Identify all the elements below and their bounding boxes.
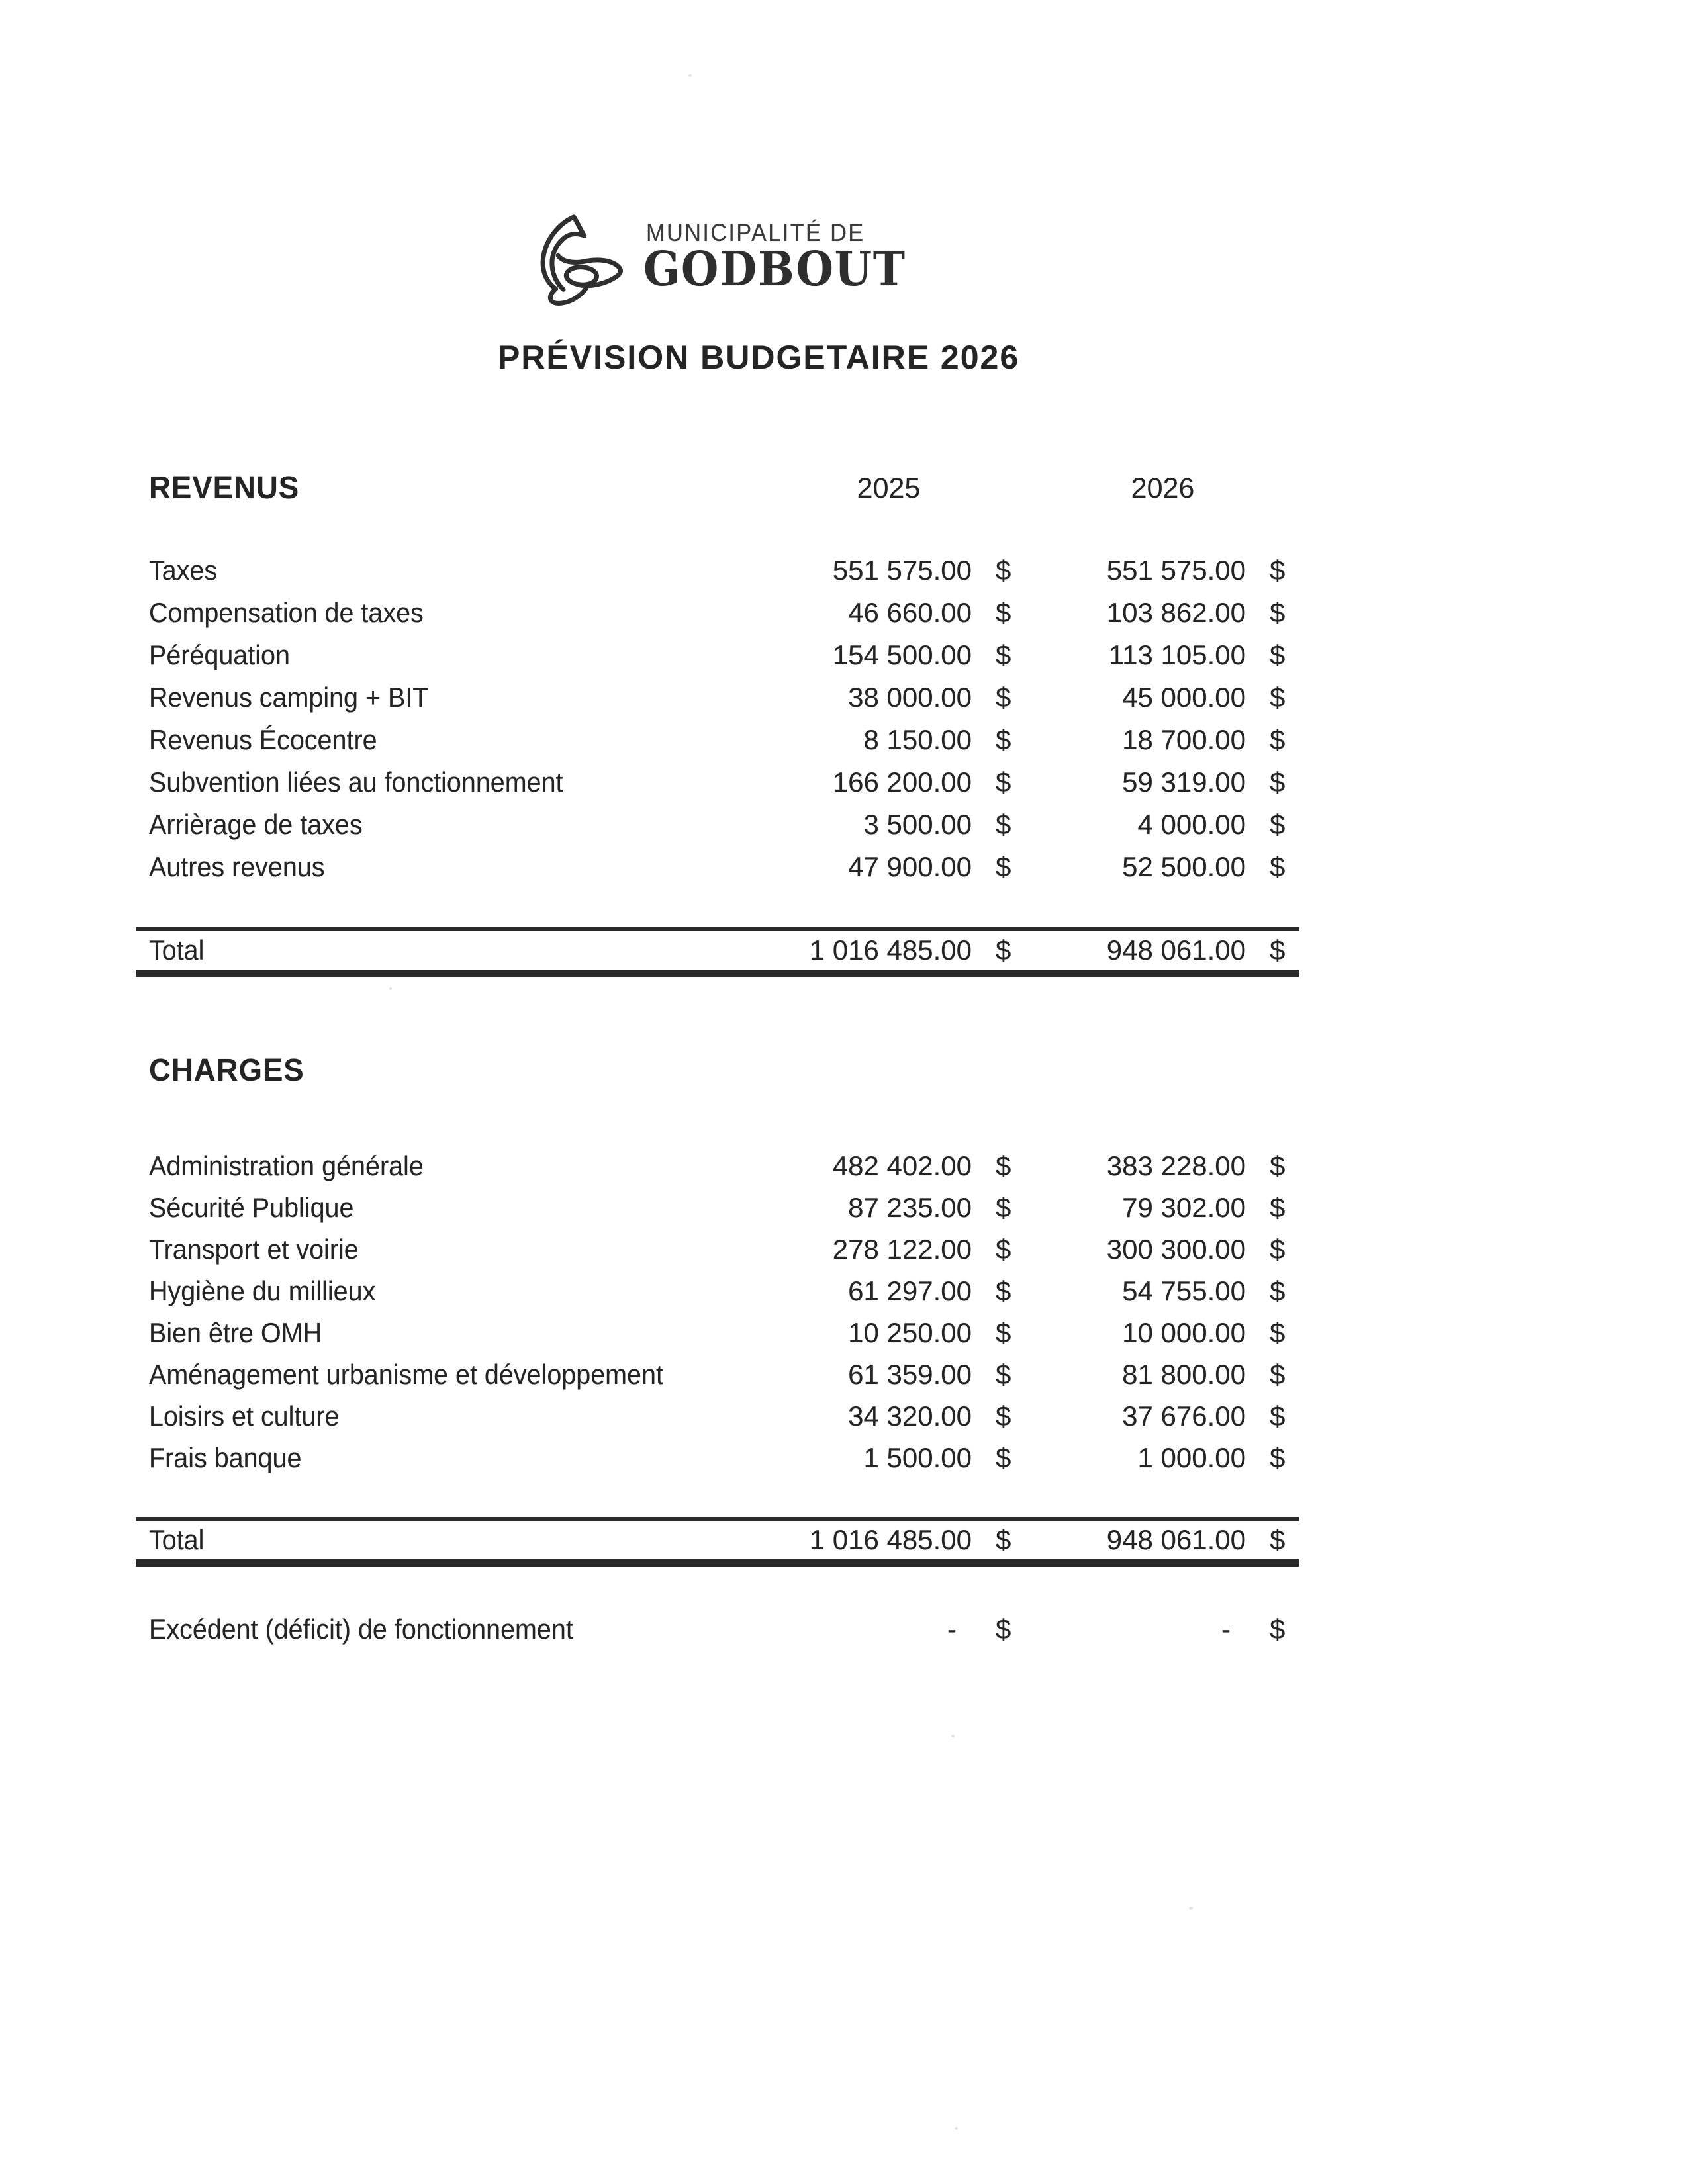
currency-symbol: $ [996, 1192, 1011, 1223]
value-2025: 278 122.00 [832, 1234, 972, 1265]
currency-symbol: $ [1270, 809, 1286, 840]
value-2026: 37 676.00 [1122, 1400, 1246, 1432]
currency-symbol: $ [996, 1614, 1011, 1645]
value-2026: 103 862.00 [1106, 597, 1246, 628]
row-label: Compensation de taxes [149, 597, 424, 628]
currency-symbol: $ [996, 682, 1011, 713]
currency-symbol: $ [1270, 639, 1286, 670]
row-label: Sécurité Publique [149, 1192, 354, 1223]
value-2025: 482 402.00 [832, 1150, 972, 1181]
value-2025: 551 575.00 [832, 555, 972, 586]
currency-symbol: $ [1270, 597, 1286, 628]
value-2025: - [947, 1614, 957, 1645]
value-2026: 54 755.00 [1122, 1275, 1246, 1306]
currency-symbol: $ [996, 1150, 1011, 1181]
value-2026: 551 575.00 [1106, 555, 1246, 586]
currency-symbol: $ [1270, 1442, 1286, 1473]
column-header-2025: 2025 [857, 473, 921, 504]
total-value-2026: 948 061.00 [1106, 1524, 1246, 1555]
value-2025: 1 500.00 [863, 1442, 972, 1473]
value-2026: 45 000.00 [1122, 682, 1246, 713]
currency-symbol: $ [996, 1317, 1011, 1348]
currency-symbol: $ [996, 724, 1011, 755]
document-title: PRÉVISION BUDGETAIRE 2026 [498, 339, 1020, 376]
value-2025: 34 320.00 [848, 1400, 972, 1432]
value-2026: 59 319.00 [1122, 766, 1246, 797]
row-label: Taxes [149, 555, 218, 586]
value-2026: 18 700.00 [1122, 724, 1246, 755]
row-label: Autres revenus [149, 851, 325, 882]
currency-symbol: $ [996, 1524, 1011, 1555]
row-label: Excédent (déficit) de fonctionnement [149, 1614, 573, 1645]
scan-speck [955, 2127, 958, 2130]
value-2026: 81 800.00 [1122, 1359, 1246, 1390]
value-2025: 10 250.00 [848, 1317, 972, 1348]
currency-symbol: $ [1270, 1614, 1286, 1645]
table-row [149, 1355, 1291, 1394]
surplus-deficit-row [149, 1610, 1291, 1649]
total-row [149, 931, 1299, 970]
total-label: Total [149, 934, 205, 966]
currency-symbol: $ [996, 1359, 1011, 1390]
value-2025: 8 150.00 [863, 724, 972, 755]
currency-symbol: $ [996, 555, 1011, 586]
value-2025: 38 000.00 [848, 682, 972, 713]
table-row [149, 1188, 1291, 1228]
fish-logo [534, 206, 633, 326]
row-label: Frais banque [149, 1442, 302, 1473]
table-row [149, 678, 1291, 717]
table-row [149, 1438, 1291, 1478]
value-2026: 300 300.00 [1106, 1234, 1246, 1265]
currency-symbol: $ [1270, 724, 1286, 755]
row-label: Bien être OMH [149, 1317, 322, 1348]
currency-symbol: $ [996, 1275, 1011, 1306]
value-2025: 61 359.00 [848, 1359, 972, 1390]
currency-symbol: $ [996, 766, 1011, 797]
value-2026: 10 000.00 [1122, 1317, 1246, 1348]
value-2025: 166 200.00 [832, 766, 972, 797]
total-value-2026: 948 061.00 [1106, 934, 1246, 966]
table-row [149, 805, 1291, 844]
value-2025: 154 500.00 [832, 639, 972, 670]
value-2025: 47 900.00 [848, 851, 972, 882]
currency-symbol: $ [996, 1234, 1011, 1265]
currency-symbol: $ [1270, 555, 1286, 586]
currency-symbol: $ [996, 639, 1011, 670]
value-2025: 3 500.00 [863, 809, 972, 840]
column-header-2026: 2026 [1131, 473, 1195, 504]
value-2025: 87 235.00 [848, 1192, 972, 1223]
section-heading-charges: CHARGES [149, 1053, 305, 1088]
value-2026: 79 302.00 [1122, 1192, 1246, 1223]
row-label: Revenus Écocentre [149, 724, 377, 755]
value-2026: 1 000.00 [1137, 1442, 1246, 1473]
currency-symbol: $ [1270, 1400, 1286, 1432]
scan-speck [1189, 1907, 1193, 1910]
row-label: Loisirs et culture [149, 1400, 340, 1432]
row-label: Péréquation [149, 639, 290, 670]
currency-symbol: $ [1270, 851, 1286, 882]
org-name-line1: MUNICIPALITÉ DE [646, 219, 865, 246]
currency-symbol: $ [996, 809, 1011, 840]
value-2026: 113 105.00 [1108, 639, 1246, 670]
org-name-line2: GODBOUT [643, 241, 906, 296]
value-2025: 61 297.00 [848, 1275, 972, 1306]
table-row [149, 762, 1291, 802]
value-2026: 4 000.00 [1137, 809, 1246, 840]
scan-speck [389, 987, 392, 990]
currency-symbol: $ [1270, 1234, 1286, 1265]
revenus-total-band [136, 927, 1299, 977]
total-label: Total [149, 1524, 205, 1555]
currency-symbol: $ [1270, 1192, 1286, 1223]
currency-symbol: $ [1270, 1524, 1286, 1555]
charges-total-band [136, 1517, 1299, 1567]
row-label: Transport et voirie [149, 1234, 359, 1265]
currency-symbol: $ [1270, 1317, 1286, 1348]
row-label: Arrièrage de taxes [149, 809, 363, 840]
currency-symbol: $ [996, 1400, 1011, 1432]
value-2026: 52 500.00 [1122, 851, 1246, 882]
scan-speck [951, 1735, 955, 1737]
total-value-2025: 1 016 485.00 [809, 1524, 972, 1555]
table-row [149, 635, 1291, 675]
table-row [149, 593, 1291, 633]
currency-symbol: $ [996, 934, 1011, 966]
table-row [149, 1313, 1291, 1353]
currency-symbol: $ [996, 851, 1011, 882]
value-2025: 46 660.00 [848, 597, 972, 628]
scan-speck [688, 74, 692, 77]
row-label: Subvention liées au fonctionnement [149, 766, 563, 797]
value-2026: 383 228.00 [1106, 1150, 1246, 1181]
table-row [149, 1146, 1291, 1186]
table-row [149, 720, 1291, 760]
table-row [149, 1396, 1291, 1436]
row-label: Aménagement urbanisme et développement [149, 1359, 663, 1390]
table-row [149, 1230, 1291, 1269]
currency-symbol: $ [996, 597, 1011, 628]
currency-symbol: $ [1270, 682, 1286, 713]
table-row [149, 551, 1291, 590]
currency-symbol: $ [1270, 934, 1286, 966]
value-2026: - [1221, 1614, 1231, 1645]
currency-symbol: $ [996, 1442, 1011, 1473]
row-label: Hygiène du millieux [149, 1275, 376, 1306]
currency-symbol: $ [1270, 766, 1286, 797]
section-heading-revenus: REVENUS [149, 471, 300, 506]
table-row [149, 847, 1291, 887]
row-label: Administration générale [149, 1150, 424, 1181]
table-row [149, 1271, 1291, 1311]
currency-symbol: $ [1270, 1275, 1286, 1306]
currency-symbol: $ [1270, 1359, 1286, 1390]
row-label: Revenus camping + BIT [149, 682, 429, 713]
total-value-2025: 1 016 485.00 [809, 934, 972, 966]
total-row [149, 1521, 1299, 1559]
currency-symbol: $ [1270, 1150, 1286, 1181]
